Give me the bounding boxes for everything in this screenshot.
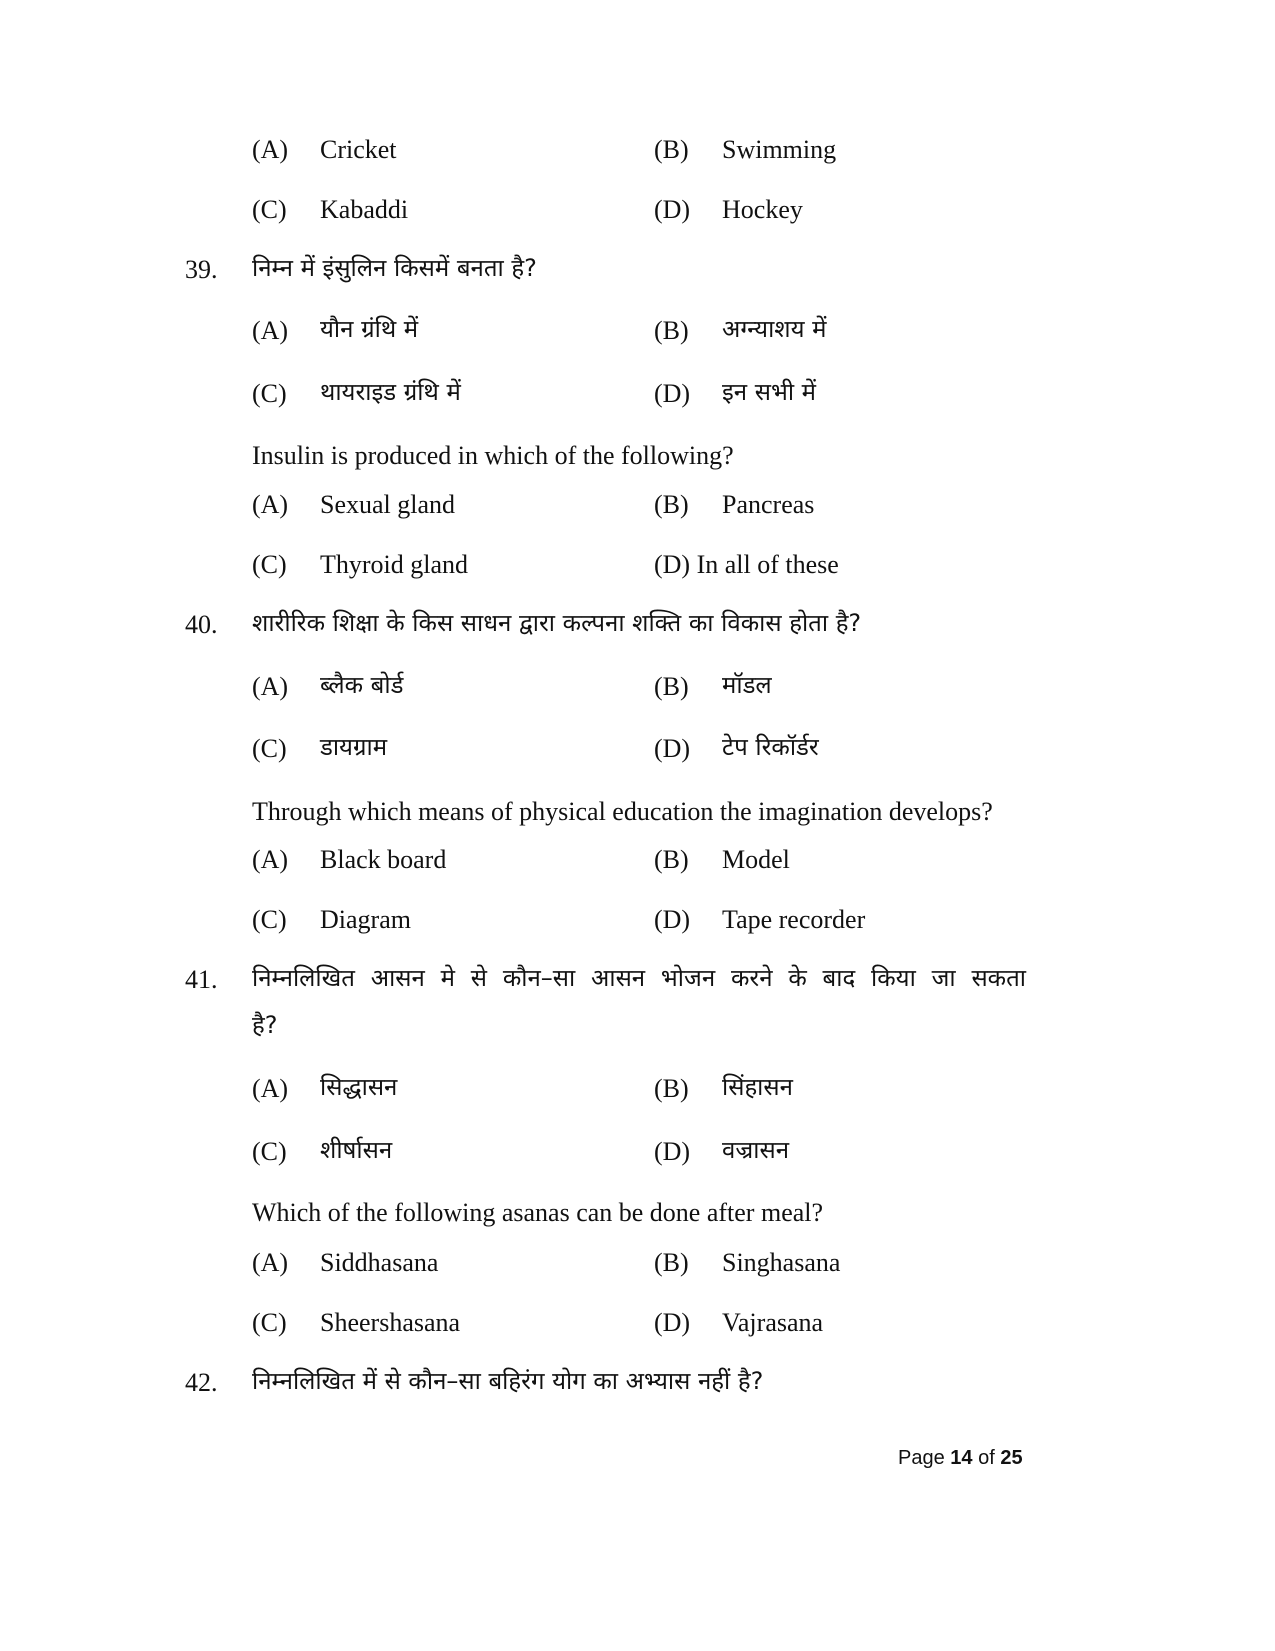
option-label-c: (C) <box>252 195 287 224</box>
option-label-c: (C) <box>252 905 287 934</box>
question-number: 39. <box>185 255 218 284</box>
option-text-a: Sexual gland <box>320 490 456 519</box>
option-label-b: (B) <box>654 1248 689 1277</box>
option-text-d: (D) In all of these <box>654 550 839 579</box>
option-text-b-hindi: अग्न्याशय में <box>722 315 827 343</box>
option-text-d: Vajrasana <box>722 1308 824 1337</box>
current-page: 14 <box>950 1447 973 1469</box>
option-label-d: (D) <box>654 1137 691 1166</box>
option-text-d-hindi: टेप रिकॉर्डर <box>722 733 819 761</box>
option-text-c: Diagram <box>320 905 411 934</box>
option-text-a: Siddhasana <box>320 1248 439 1277</box>
option-label-d: (D) <box>654 195 691 224</box>
option-label-b: (B) <box>654 845 689 874</box>
option-text-b-hindi: मॉडल <box>722 671 772 699</box>
option-label-c: (C) <box>252 1137 287 1166</box>
option-text-c-hindi: थायराइड ग्रंथि में <box>320 378 461 406</box>
option-text-c: Thyroid gland <box>320 550 469 579</box>
question-number: 41. <box>185 965 218 994</box>
option-text-c-hindi: डायग्राम <box>320 733 388 761</box>
option-label-d: (D) <box>654 734 691 763</box>
of-word: of <box>978 1447 995 1469</box>
option-label-b: (B) <box>654 1074 689 1103</box>
option-label-a: (A) <box>252 316 289 345</box>
question-text-hindi: निम्नलिखित में से कौन–सा बहिरंग योग का अभ्यास नहीं है? <box>252 1367 764 1395</box>
question-text-hindi: निम्न में इंसुलिन किसमें बनता है? <box>252 254 537 282</box>
option-label-a: (A) <box>252 1248 289 1277</box>
option-text-d: Tape recorder <box>722 905 866 934</box>
option-label-c: (C) <box>252 379 287 408</box>
option-label-b: (B) <box>654 135 689 164</box>
option-label-b: (B) <box>654 316 689 345</box>
option-text-d-hindi: वज्रासन <box>722 1136 790 1164</box>
option-text-c: Kabaddi <box>320 195 409 224</box>
option-text-d: Hockey <box>722 195 803 224</box>
option-label-c: (C) <box>252 550 287 579</box>
option-text-b: Pancreas <box>722 490 815 519</box>
page-footer <box>898 1447 1023 1470</box>
option-label-c: (C) <box>252 734 287 763</box>
option-text-d-hindi: इन सभी में <box>722 378 817 406</box>
total-pages: 25 <box>1000 1447 1023 1469</box>
option-label-c: (C) <box>252 1308 287 1337</box>
option-label-a: (A) <box>252 672 289 701</box>
option-label-b: (B) <box>654 672 689 701</box>
option-text-a-hindi: ब्लैक बोर्ड <box>320 671 404 699</box>
option-text-b-hindi: सिंहासन <box>722 1073 793 1101</box>
option-text-a: Cricket <box>320 135 397 164</box>
option-text-b: Singhasana <box>722 1248 841 1277</box>
option-text-b: Swimming <box>722 135 837 164</box>
question-text-hindi: शारीरिक शिक्षा के किस साधन द्वारा कल्पना शक्ति का विकास होता है? <box>252 609 862 637</box>
option-text-c: Sheershasana <box>320 1308 461 1337</box>
question-text-hindi-line1: निम्नलिखित आसन मे से कौन–सा आसन भोजन करने के बाद किया जा सकता <box>252 964 1026 992</box>
question-text-hindi-line2: है? <box>252 1011 278 1039</box>
option-label-a: (A) <box>252 1074 289 1103</box>
option-text-c-hindi: शीर्षासन <box>320 1136 393 1164</box>
question-number: 42. <box>185 1368 218 1397</box>
question-text-english: Insulin is produced in which of the following? <box>252 441 734 470</box>
option-text-b: Model <box>722 845 790 874</box>
question-text-english: Which of the following asanas can be done after meal? <box>252 1198 824 1227</box>
option-label-d: (D) <box>654 379 691 408</box>
option-text-a: Black board <box>320 845 447 874</box>
option-label-d: (D) <box>654 1308 691 1337</box>
page-word: Page <box>898 1447 945 1469</box>
option-label-a: (A) <box>252 490 289 519</box>
option-text-a-hindi: सिद्धासन <box>320 1073 398 1101</box>
option-text-a-hindi: यौन ग्रंथि में <box>320 315 419 343</box>
question-text-english: Through which means of physical education the imagination develops? <box>252 797 993 826</box>
option-label-a: (A) <box>252 135 289 164</box>
option-label-b: (B) <box>654 490 689 519</box>
option-label-a: (A) <box>252 845 289 874</box>
option-label-d: (D) <box>654 905 691 934</box>
question-number: 40. <box>185 610 218 639</box>
